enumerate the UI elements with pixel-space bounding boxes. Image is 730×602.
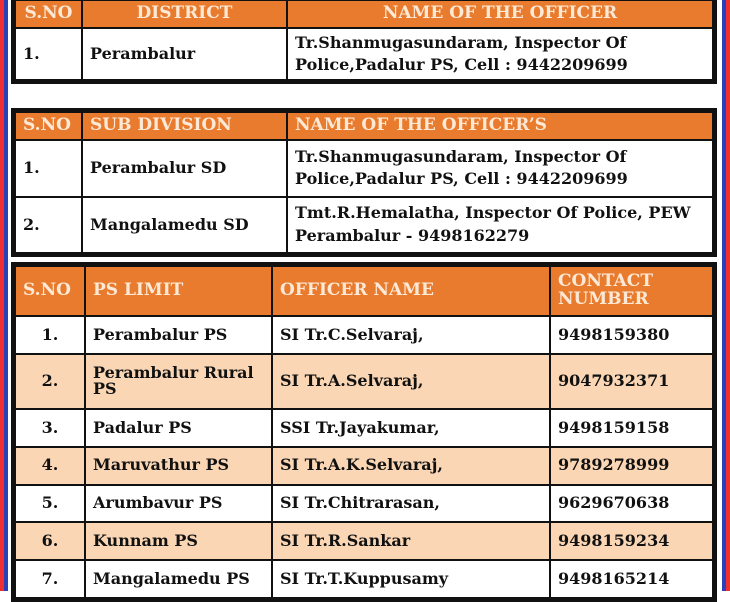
row-contact-number: 9047932371 [550, 354, 713, 409]
column-header-contact-number: CONTACT NUMBER [550, 266, 713, 316]
column-header-officer-name: NAME OF THE OFFICER [287, 0, 713, 28]
officer-contact-sheet [11, 0, 717, 591]
row-ps-limit: Padalur PS [85, 409, 272, 447]
row-ps-limit: Perambalur Rural PS [85, 354, 272, 409]
row-contact-number: 9498159234 [550, 522, 713, 560]
table-row [15, 522, 713, 560]
row-district: Perambalur [82, 28, 287, 80]
row-sno: 1. [15, 140, 82, 197]
ps-limit-table [11, 262, 717, 602]
row-ps-limit: Perambalur PS [85, 316, 272, 354]
left-border-stripe [0, 0, 8, 591]
table-row [15, 197, 713, 254]
right-border-stripe [722, 0, 730, 591]
row-contact-number: 9789278999 [550, 447, 713, 485]
row-officer-name: SI Tr.Chitrarasan, [272, 485, 550, 523]
table-row [15, 409, 713, 447]
table-row [15, 485, 713, 523]
row-officer-name: SI Tr.A.Selvaraj, [272, 354, 550, 409]
table-row [15, 354, 713, 409]
row-officer: Tmt.R.Hemalatha, Inspector Of Police, PEW Perambalur - 9498162279 [287, 197, 713, 254]
row-officer-name: SI Tr.A.K.Selvaraj, [272, 447, 550, 485]
column-header-officer-name: OFFICER NAME [272, 266, 550, 316]
row-officer-name: SI Tr.T.Kuppusamy [272, 560, 550, 598]
table-row [15, 447, 713, 485]
district-table-header [15, 0, 713, 28]
row-sno: 1. [15, 28, 82, 80]
row-contact-number: 9498159158 [550, 409, 713, 447]
row-sno: 3. [15, 409, 85, 447]
column-header-subdivision: SUB DIVISION [82, 112, 287, 140]
row-sno: 5. [15, 485, 85, 523]
row-sno: 2. [15, 354, 85, 409]
row-sno: 1. [15, 316, 85, 354]
row-contact-number: 9629670638 [550, 485, 713, 523]
row-sno: 2. [15, 197, 82, 254]
table-row [15, 28, 713, 80]
ps-table-header [15, 266, 713, 316]
column-header-sno: S.NO [15, 112, 82, 140]
table-row [15, 560, 713, 598]
column-header-sno: S.NO [15, 0, 82, 28]
row-sno: 4. [15, 447, 85, 485]
row-contact-number: 9498159380 [550, 316, 713, 354]
row-ps-limit: Arumbavur PS [85, 485, 272, 523]
column-header-ps-limit: PS LIMIT [85, 266, 272, 316]
row-ps-limit: Mangalamedu PS [85, 560, 272, 598]
row-sno: 7. [15, 560, 85, 598]
row-officer: Tr.Shanmugasundaram, Inspector Of Police,Padalur PS, Cell : 9442209699 [287, 140, 713, 197]
row-ps-limit: Kunnam PS [85, 522, 272, 560]
subdivision-table-header [15, 112, 713, 140]
subdivision-table [11, 108, 717, 257]
row-officer-name: SI Tr.C.Selvaraj, [272, 316, 550, 354]
row-contact-number: 9498165214 [550, 560, 713, 598]
row-subdivision: Mangalamedu SD [82, 197, 287, 254]
column-header-district: DISTRICT [82, 0, 287, 28]
row-sno: 6. [15, 522, 85, 560]
row-officer: Tr.Shanmugasundaram, Inspector Of Police,Padalur PS, Cell : 9442209699 [287, 28, 713, 80]
row-officer-name: SI Tr.R.Sankar [272, 522, 550, 560]
district-table [11, 0, 717, 84]
table-row [15, 140, 713, 197]
column-header-sno: S.NO [15, 266, 85, 316]
row-subdivision: Perambalur SD [82, 140, 287, 197]
row-officer-name: SSI Tr.Jayakumar, [272, 409, 550, 447]
table-row [15, 316, 713, 354]
column-header-officer-names: NAME OF THE OFFICER’S [287, 112, 713, 140]
row-ps-limit: Maruvathur PS [85, 447, 272, 485]
